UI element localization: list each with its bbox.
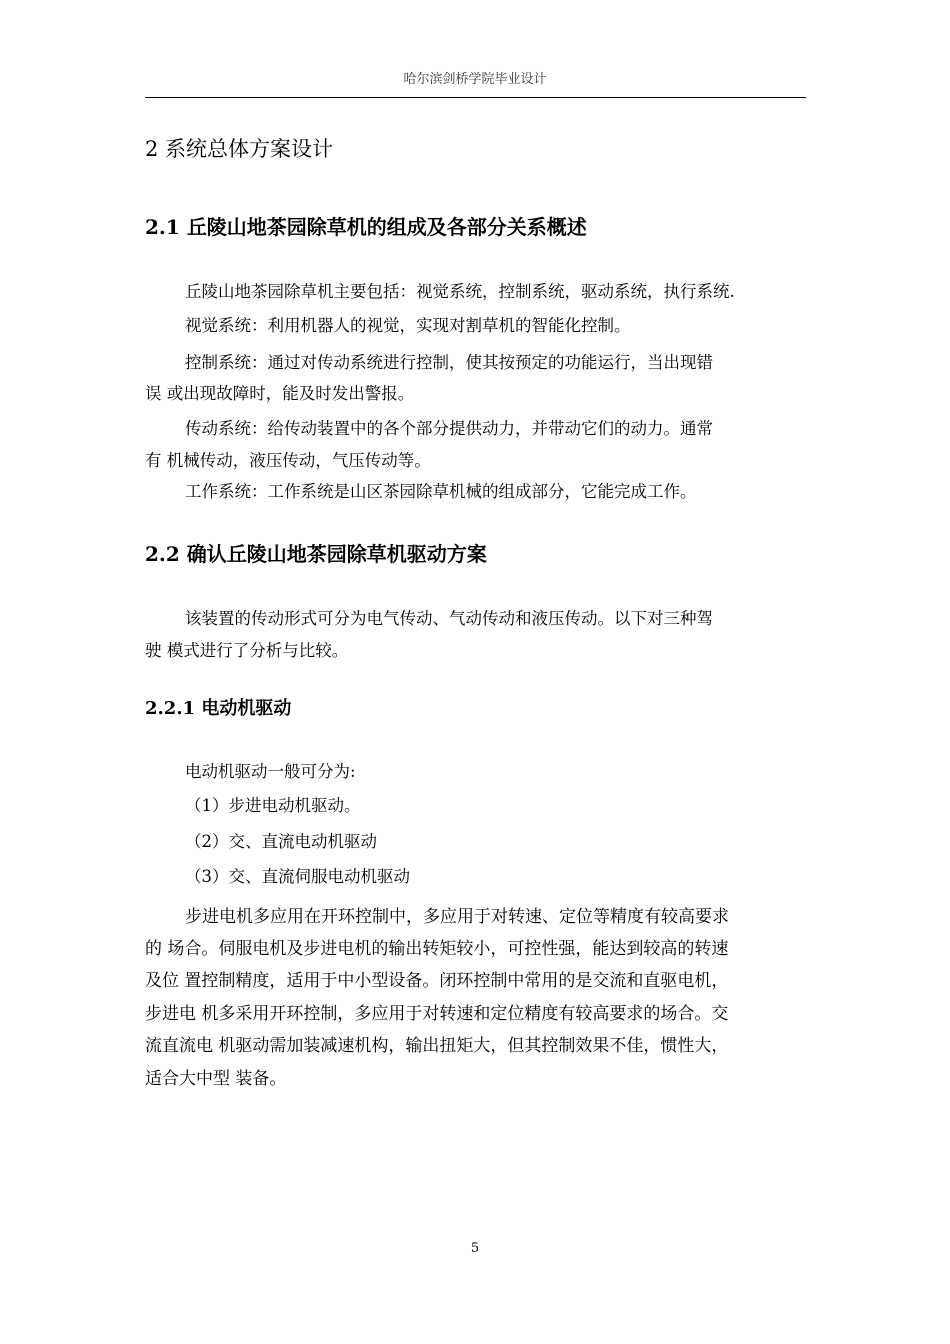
paragraph-line: 适合大中型 装备。 <box>145 1069 287 1089</box>
header-rule <box>145 97 806 98</box>
chapter-heading: 2 系统总体方案设计 <box>145 137 334 161</box>
paragraph-line: 有 机械传动，液压传动，气压传动等。 <box>145 451 431 470</box>
paragraph-line: 的 场合。伺服电机及步进电机的输出转矩较小，可控性强，能达到较高的转速 <box>145 939 729 959</box>
paragraph-line: 及位 置控制精度，适用于中小型设备。闭环控制中常用的是交流和直驱电机， <box>145 971 729 991</box>
paragraph-line: 工作系统：工作系统是山区茶园除草机械的组成部分，它能完成工作。 <box>185 482 697 501</box>
list-item: （1）步进电动机驱动。 <box>185 796 361 815</box>
list-item: （3）交、直流伺服电动机驱动 <box>185 867 410 886</box>
paragraph-line: 流直流电 机驱动需加装减速机构，输出扭矩大，但其控制效果不佳，惯性大， <box>145 1036 729 1056</box>
page-header-title: 哈尔滨剑桥学院毕业设计 <box>403 72 547 87</box>
paragraph-line: 丘陵山地茶园除草机主要包括：视觉系统，控制系统，驱动系统，执行系统. <box>185 282 735 301</box>
paragraph-line: 视觉系统：利用机器人的视觉，实现对割草机的智能化控制。 <box>185 316 631 335</box>
paragraph-line: 该装置的传动形式可分为电气传动、气动传动和液压传动。以下对三种驾 <box>185 609 713 628</box>
page-number: 5 <box>470 1241 480 1256</box>
paragraph-line: 传动系统：给传动装置中的各个部分提供动力，并带动它们的动力。通常 <box>185 419 713 438</box>
paragraph-line: 驶 模式进行了分析与比较。 <box>145 641 349 660</box>
section-2-2-heading: 2.2 确认丘陵山地茶园除草机驱动方案 <box>145 542 487 566</box>
paragraph-line: 误 或出现故障时，能及时发出警报。 <box>145 384 415 403</box>
paragraph-line: 控制系统：通过对传动系统进行控制，使其按预定的功能运行，当出现错 <box>185 353 713 372</box>
list-item: （2）交、直流电动机驱动 <box>185 832 377 851</box>
section-2-1-heading: 2.1 丘陵山地茶园除草机的组成及各部分关系概述 <box>145 215 587 239</box>
paragraph-line: 电动机驱动一般可分为: <box>185 762 356 781</box>
paragraph-line: 步进电 机多采用开环控制，多应用于对转速和定位精度有较高要求的场合。交 <box>145 1004 729 1024</box>
paragraph-line: 步进电机多应用在开环控制中，多应用于对转速、定位等精度有较高要求 <box>185 907 729 927</box>
section-2-2-1-heading: 2.2.1 电动机驱动 <box>145 698 292 719</box>
